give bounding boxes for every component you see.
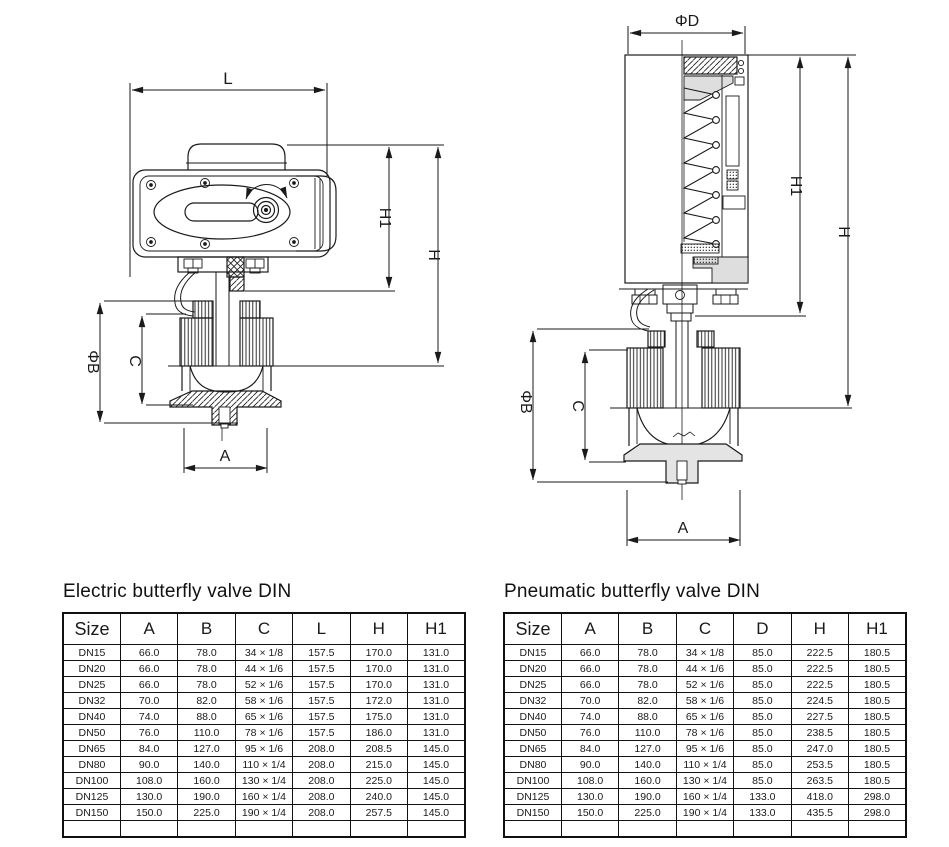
dim-label-C: C — [126, 355, 143, 367]
table-row — [63, 709, 465, 725]
table-cell: 298.0 — [849, 805, 906, 821]
table-cell — [849, 821, 906, 838]
table-cell: 95 × 1/6 — [235, 741, 292, 757]
table-cell: 170.0 — [350, 645, 407, 661]
table-cell: 298.0 — [849, 789, 906, 805]
table-cell — [619, 821, 676, 838]
butterfly-disc — [637, 408, 730, 446]
table-cell: 170.0 — [350, 677, 407, 693]
table-cell: 157.5 — [293, 693, 350, 709]
table-cell: 108.0 — [120, 773, 177, 789]
table-cell: 131.0 — [408, 693, 465, 709]
table-cell: 74.0 — [561, 709, 618, 725]
table-row — [504, 821, 906, 838]
electric-table-title: Electric butterfly valve DIN — [63, 581, 292, 602]
table-cell: 257.5 — [350, 805, 407, 821]
table-cell — [676, 821, 733, 838]
header-row — [504, 613, 906, 645]
cylinder-top-cap — [684, 57, 737, 74]
table-row — [63, 725, 465, 741]
pneumatic-table-title: Pneumatic butterfly valve DIN — [504, 581, 761, 602]
table-cell: 160.0 — [178, 773, 235, 789]
table-cell — [504, 821, 561, 838]
table-cell: 180.5 — [849, 677, 906, 693]
threaded-body-left — [180, 318, 213, 366]
electric-valve-body — [170, 272, 281, 441]
table-cell: 190 × 1/4 — [235, 805, 292, 821]
table-cell: 145.0 — [408, 741, 465, 757]
table-cell: DN125 — [63, 789, 120, 805]
table-cell: 157.5 — [293, 677, 350, 693]
table-cell: 190 × 1/4 — [676, 805, 733, 821]
table-row — [63, 773, 465, 789]
electric-actuator — [133, 144, 336, 316]
table-cell — [734, 821, 791, 838]
table-cell: 70.0 — [120, 693, 177, 709]
table-cell — [408, 821, 465, 838]
stem-nut-left — [193, 301, 213, 318]
table-row — [504, 677, 906, 693]
table-cell: 225.0 — [619, 805, 676, 821]
table-cell: 131.0 — [408, 661, 465, 677]
table-cell: 180.5 — [849, 661, 906, 677]
table-cell: 131.0 — [408, 725, 465, 741]
table-cell: DN15 — [63, 645, 120, 661]
table-cell: 95 × 1/6 — [676, 741, 733, 757]
table-cell: 157.5 — [293, 645, 350, 661]
table-row — [63, 805, 465, 821]
table-cell: 222.5 — [791, 645, 848, 661]
table-cell: 160.0 — [619, 773, 676, 789]
table-cell: 85.0 — [734, 693, 791, 709]
table-cell: 225.0 — [178, 805, 235, 821]
table-cell: 160 × 1/4 — [235, 789, 292, 805]
table-cell: 133.0 — [734, 789, 791, 805]
table-cell: 110 × 1/4 — [676, 757, 733, 773]
table-cell: 44 × 1/6 — [235, 661, 292, 677]
table-cell: 140.0 — [619, 757, 676, 773]
electric-table-section — [62, 581, 466, 838]
table-cell: 180.5 — [849, 709, 906, 725]
dim-label-A: A — [677, 520, 689, 537]
dimension-A — [184, 428, 267, 473]
column-header: B — [178, 613, 235, 645]
table-cell — [120, 821, 177, 838]
table-cell: DN125 — [504, 789, 561, 805]
dimension-L — [130, 69, 327, 277]
table-cell — [561, 821, 618, 838]
dimension-C-pneumatic — [569, 350, 628, 462]
actuator-body — [133, 170, 330, 257]
table-cell: 65 × 1/6 — [235, 709, 292, 725]
dim-label-C: C — [569, 400, 586, 412]
table-cell: 140.0 — [178, 757, 235, 773]
table-cell: DN20 — [504, 661, 561, 677]
column-header: C — [676, 613, 733, 645]
table-cell: 85.0 — [734, 741, 791, 757]
table-cell: 160 × 1/4 — [676, 789, 733, 805]
table-cell: 130.0 — [561, 789, 618, 805]
threaded-body-left — [627, 348, 663, 408]
table-cell: DN65 — [504, 741, 561, 757]
table-cell: 418.0 — [791, 789, 848, 805]
table-cell: 85.0 — [734, 677, 791, 693]
bracket-bolts — [184, 259, 264, 273]
table-cell: DN150 — [504, 805, 561, 821]
column-header: A — [561, 613, 618, 645]
table-cell: 58 × 1/6 — [676, 693, 733, 709]
table-cell: 222.5 — [791, 661, 848, 677]
table-cell: 88.0 — [178, 709, 235, 725]
table-cell: 78.0 — [619, 661, 676, 677]
table-cell: 190.0 — [619, 789, 676, 805]
table-cell: 78.0 — [619, 645, 676, 661]
table-row — [504, 773, 906, 789]
table-cell: 85.0 — [734, 709, 791, 725]
column-header: B — [619, 613, 676, 645]
table-cell: 85.0 — [734, 725, 791, 741]
table-cell: 66.0 — [120, 677, 177, 693]
table-cell: 208.0 — [293, 789, 350, 805]
pneumatic-dimension-table — [503, 612, 907, 838]
table-cell — [63, 821, 120, 838]
table-cell: 34 × 1/8 — [235, 645, 292, 661]
table-cell: 34 × 1/8 — [676, 645, 733, 661]
dim-label-L: L — [223, 69, 233, 88]
table-cell: 222.5 — [791, 677, 848, 693]
table-cell: 131.0 — [408, 645, 465, 661]
table-cell: 215.0 — [350, 757, 407, 773]
table-cell: 78.0 — [178, 661, 235, 677]
dim-label-H1: H1 — [787, 175, 804, 197]
table-cell: DN50 — [504, 725, 561, 741]
table-cell: DN15 — [504, 645, 561, 661]
table-cell: 78 × 1/6 — [676, 725, 733, 741]
table-cell: 145.0 — [408, 757, 465, 773]
pneumatic-valve-drawing — [517, 13, 856, 546]
table-cell: 180.5 — [849, 741, 906, 757]
yoke-bolt-right — [713, 289, 738, 304]
column-header: A — [120, 613, 177, 645]
table-cell: 150.0 — [561, 805, 618, 821]
table-cell: 208.0 — [293, 773, 350, 789]
table-cell: 78 × 1/6 — [235, 725, 292, 741]
actuator-top-cap — [188, 144, 285, 170]
dim-label-phiB: ΦB — [84, 350, 101, 374]
header-row — [63, 613, 465, 645]
table-row — [504, 725, 906, 741]
table-cell: 76.0 — [561, 725, 618, 741]
butterfly-disc — [190, 366, 263, 392]
table-cell: 88.0 — [619, 709, 676, 725]
pneumatic-table-section — [503, 581, 907, 838]
table-cell: 127.0 — [178, 741, 235, 757]
table-row — [504, 709, 906, 725]
dim-label-H1: H1 — [376, 207, 393, 229]
column-header: H1 — [408, 613, 465, 645]
table-cell: 180.5 — [849, 773, 906, 789]
column-header: H — [350, 613, 407, 645]
table-cell: 170.0 — [350, 661, 407, 677]
table-cell: 85.0 — [734, 757, 791, 773]
table-cell: 78.0 — [178, 677, 235, 693]
column-header: C — [235, 613, 292, 645]
table-cell: 44 × 1/6 — [676, 661, 733, 677]
table-cell: 70.0 — [561, 693, 618, 709]
table-cell: 208.0 — [293, 741, 350, 757]
table-row — [504, 789, 906, 805]
table-cell: 145.0 — [408, 773, 465, 789]
table-row — [504, 805, 906, 821]
dim-label-phiB: ΦB — [517, 390, 534, 414]
table-cell: 150.0 — [120, 805, 177, 821]
table-cell: 180.5 — [849, 693, 906, 709]
table-row — [63, 693, 465, 709]
table-cell: 186.0 — [350, 725, 407, 741]
column-header: H1 — [849, 613, 906, 645]
threaded-body-right — [240, 318, 273, 366]
dim-label-H: H — [835, 226, 852, 238]
table-cell: 82.0 — [619, 693, 676, 709]
column-header: L — [293, 613, 350, 645]
table-cell — [293, 821, 350, 838]
table-cell: DN80 — [504, 757, 561, 773]
table-cell: 157.5 — [293, 725, 350, 741]
table-cell: DN150 — [63, 805, 120, 821]
column-header: D — [734, 613, 791, 645]
table-cell: 131.0 — [408, 709, 465, 725]
table-cell: 157.5 — [293, 661, 350, 677]
return-spring — [684, 86, 719, 247]
indicator-slot — [185, 203, 258, 221]
table-row — [63, 645, 465, 661]
table-cell: 65 × 1/6 — [676, 709, 733, 725]
table-cell: 145.0 — [408, 805, 465, 821]
table-row — [63, 741, 465, 757]
table-cell: DN40 — [504, 709, 561, 725]
table-cell: 85.0 — [734, 661, 791, 677]
table-cell: 172.0 — [350, 693, 407, 709]
table-cell: 180.5 — [849, 645, 906, 661]
table-cell: 110.0 — [619, 725, 676, 741]
table-cell: 66.0 — [120, 645, 177, 661]
table-cell: DN25 — [63, 677, 120, 693]
table-cell: 224.5 — [791, 693, 848, 709]
piston-seal — [681, 244, 719, 253]
table-cell: 247.0 — [791, 741, 848, 757]
electric-valve-drawing — [84, 69, 444, 473]
table-cell: 110 × 1/4 — [235, 757, 292, 773]
table-cell: DN32 — [63, 693, 120, 709]
table-cell: 74.0 — [120, 709, 177, 725]
table-cell: 238.5 — [791, 725, 848, 741]
table-cell: 78.0 — [619, 677, 676, 693]
table-cell: 157.5 — [293, 709, 350, 725]
table-cell: 66.0 — [561, 645, 618, 661]
table-cell: 78.0 — [178, 645, 235, 661]
table-cell: DN65 — [63, 741, 120, 757]
table-cell: 180.5 — [849, 757, 906, 773]
table-cell: 208.0 — [293, 805, 350, 821]
table-cell: 240.0 — [350, 789, 407, 805]
table-cell: 227.5 — [791, 709, 848, 725]
table-cell: 84.0 — [561, 741, 618, 757]
electric-dimension-table — [62, 612, 466, 838]
table-cell: 130 × 1/4 — [676, 773, 733, 789]
table-cell: 52 × 1/6 — [676, 677, 733, 693]
table-cell: 76.0 — [120, 725, 177, 741]
dimension-phiD — [628, 13, 745, 54]
dim-label-phiD: ΦD — [674, 13, 700, 30]
table-cell: 90.0 — [561, 757, 618, 773]
table-cell — [350, 821, 407, 838]
table-cell: 84.0 — [120, 741, 177, 757]
table-cell: 66.0 — [120, 661, 177, 677]
table-row — [63, 757, 465, 773]
stem-coupling — [227, 257, 244, 277]
table-cell: 66.0 — [561, 677, 618, 693]
table-cell: 130 × 1/4 — [235, 773, 292, 789]
table-cell: DN25 — [504, 677, 561, 693]
stem-nut-left — [648, 331, 665, 347]
table-cell: 52 × 1/6 — [235, 677, 292, 693]
table-cell: 225.0 — [350, 773, 407, 789]
table-cell — [178, 821, 235, 838]
table-row — [504, 741, 906, 757]
column-header: H — [791, 613, 848, 645]
table-row — [63, 789, 465, 805]
table-row — [63, 677, 465, 693]
column-header: Size — [504, 613, 561, 645]
table-cell: DN32 — [504, 693, 561, 709]
table-cell: 66.0 — [561, 661, 618, 677]
table-row — [504, 757, 906, 773]
table-cell: 131.0 — [408, 677, 465, 693]
dim-label-A: A — [219, 448, 231, 465]
dimension-A-pneumatic — [627, 490, 740, 546]
threaded-body-right — [702, 348, 740, 408]
table-cell: 110.0 — [178, 725, 235, 741]
column-header: Size — [63, 613, 120, 645]
table-cell: 127.0 — [619, 741, 676, 757]
table-cell: 130.0 — [120, 789, 177, 805]
support-bracket — [175, 272, 193, 316]
table-cell: DN80 — [63, 757, 120, 773]
cover-screws — [147, 179, 299, 249]
table-row — [63, 821, 465, 838]
table-cell: 58 × 1/6 — [235, 693, 292, 709]
table-cell: DN40 — [63, 709, 120, 725]
stem-nut-right — [697, 331, 714, 347]
table-cell: DN20 — [63, 661, 120, 677]
table-cell — [235, 821, 292, 838]
table-row — [504, 645, 906, 661]
pneumatic-actuator — [625, 40, 748, 283]
table-cell: 90.0 — [120, 757, 177, 773]
table-row — [504, 693, 906, 709]
table-row — [504, 661, 906, 677]
table-cell: 82.0 — [178, 693, 235, 709]
table-cell: DN50 — [63, 725, 120, 741]
table-cell: 190.0 — [178, 789, 235, 805]
table-cell: 85.0 — [734, 773, 791, 789]
table-cell: 180.5 — [849, 725, 906, 741]
table-row — [63, 661, 465, 677]
table-cell: 108.0 — [561, 773, 618, 789]
table-cell: 133.0 — [734, 805, 791, 821]
table-cell: 435.5 — [791, 805, 848, 821]
dim-label-H: H — [425, 249, 442, 261]
stem-nut-right — [240, 301, 260, 318]
table-cell: 85.0 — [734, 645, 791, 661]
table-cell: 208.0 — [293, 757, 350, 773]
table-cell: DN100 — [63, 773, 120, 789]
table-cell: 208.5 — [350, 741, 407, 757]
table-cell: 145.0 — [408, 789, 465, 805]
table-cell: 175.0 — [350, 709, 407, 725]
table-cell: DN100 — [504, 773, 561, 789]
table-cell: 253.5 — [791, 757, 848, 773]
table-cell: 263.5 — [791, 773, 848, 789]
table-cell — [791, 821, 848, 838]
